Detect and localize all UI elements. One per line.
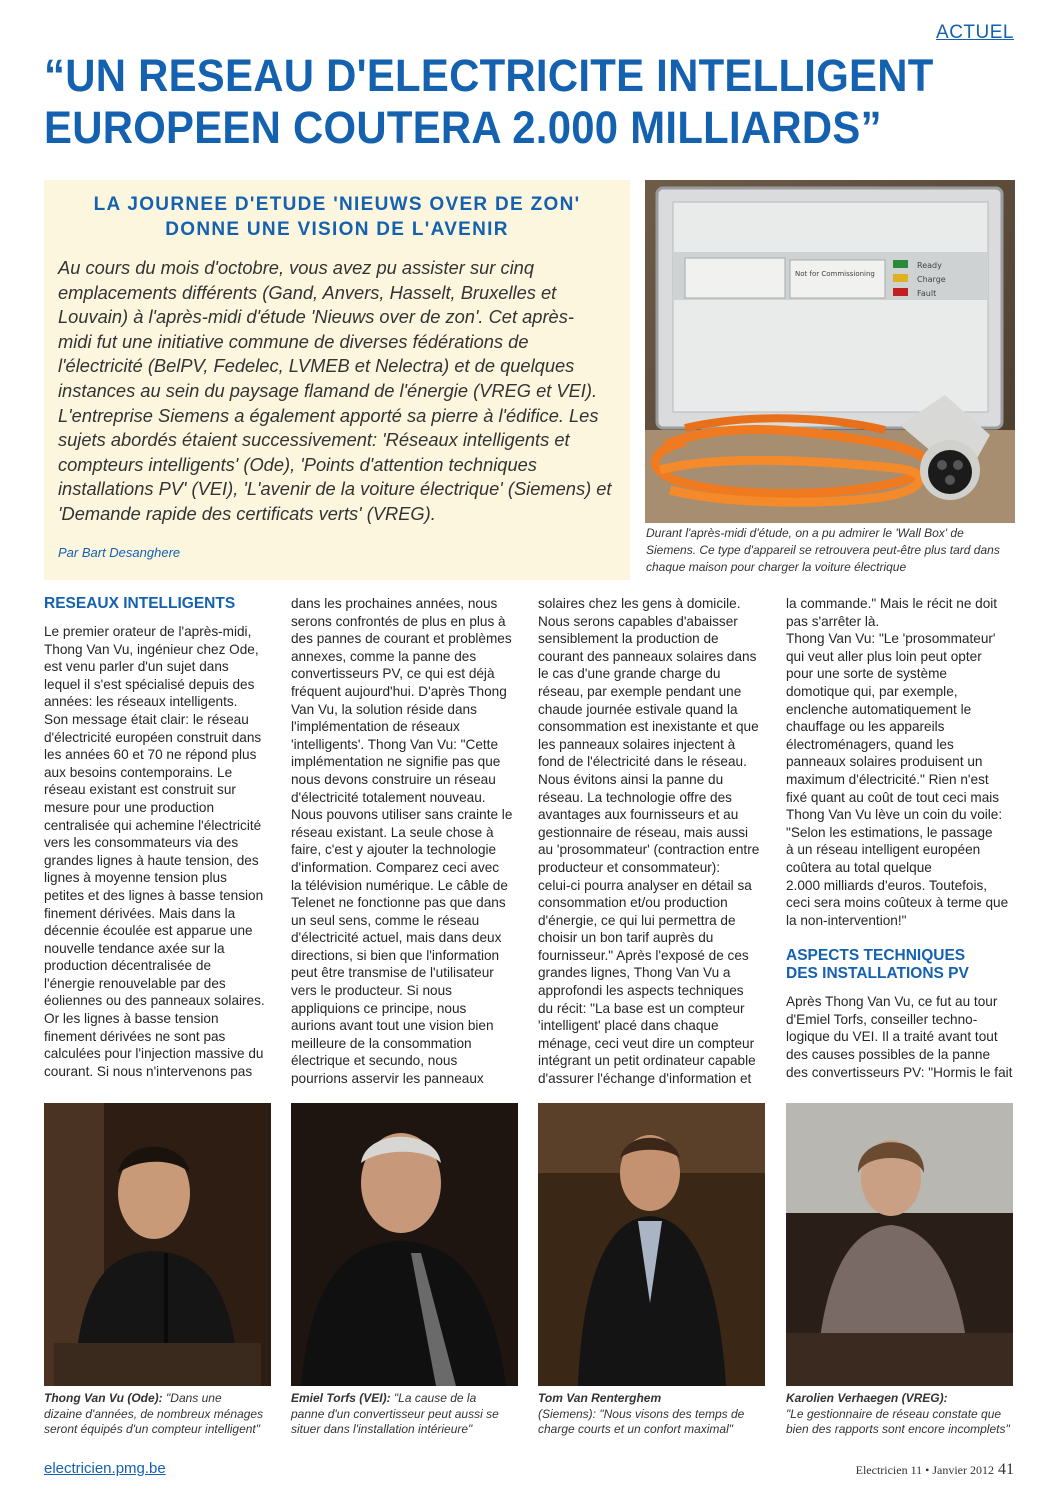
intro-line: installations PV' (VEI), 'L'avenir de la voiture électrique' (Siemens) et	[58, 478, 612, 500]
text-line: mesure pour une production	[44, 799, 215, 815]
speaker-name: Tom Van Renterghem	[538, 1391, 662, 1405]
portrait-caption-1	[44, 1391, 280, 1438]
fault-label: Fault	[917, 289, 937, 298]
subheadline-line: LA JOURNEE D'ETUDE 'NIEUWS OVER DE ZON'	[93, 194, 581, 215]
text-line: approfondi les aspects techniques	[538, 983, 744, 999]
caption-line: chaque maison pour charger la voiture électrique	[646, 560, 907, 574]
photo-caption	[646, 525, 1018, 576]
text-line: ménage, ceci veut dire un compteur	[538, 1035, 755, 1051]
intro-line: L'entreprise Siemens a également apporté sa pierre à l'édifice. Les	[58, 404, 599, 426]
text-line: des pannes de courant et problèmes	[291, 631, 512, 647]
quote-line: bien des rapports sont encore incomplets"	[786, 1422, 1010, 1436]
intro-line: midi fut une initiative commune de diverses fédérations de	[58, 330, 529, 352]
text-line: panneaux solaires produisent un	[786, 754, 983, 770]
text-line: fournisseur." Après l'exposé de ces	[538, 947, 749, 963]
wall-box-illustration	[645, 180, 1015, 523]
text-line: serons confrontés de plus en plus à	[291, 613, 506, 629]
issue-label: Electricien 11 • Janvier 2012	[855, 1463, 994, 1477]
text-line: lignes à moyenne tension plus	[44, 870, 227, 886]
text-line: sensiblement la production de	[538, 631, 719, 647]
text-line: chauffage ou les appareils	[786, 719, 945, 735]
heading-line: RESEAUX INTELLIGENTS	[44, 595, 236, 612]
text-line: d'assurer l'échange d'information et	[538, 1071, 752, 1087]
section-heading-aspects	[786, 947, 1016, 983]
text-line: d'électricité européen construit dans	[44, 729, 262, 745]
text-line: courant des panneaux solaires dans	[538, 648, 757, 664]
text-line: chaude journée estivale quand la	[538, 701, 738, 717]
text-line: Thong Van Vu, ingénieur chez Ode,	[44, 641, 259, 657]
text-line: centralisée qui achemine l'électricité	[44, 817, 262, 833]
column-text	[291, 595, 521, 1088]
intro-paragraph	[58, 256, 624, 527]
text-line: 'intelligent' placé dans chaque	[538, 1018, 719, 1034]
quote-line: panne d'un convertisseur peut aussi se	[291, 1406, 499, 1421]
text-line: intégrant un petit ordinateur capable	[538, 1053, 756, 1069]
text-line: grandes lignes à haute tension, des	[44, 852, 259, 868]
text-line: solaires chez les gens à domicile.	[538, 596, 741, 611]
intro-line: emplacements différents (Gand, Anvers, Hasselt, Bruxelles et	[58, 281, 557, 303]
text-line: convertisseurs PV, ce qui est déjà	[291, 666, 495, 682]
text-line: enclenche automatiquement le	[786, 701, 972, 717]
caption-line: Siemens. Ce type d'appareil se retrouvera peut-être plus tard dans	[646, 543, 1000, 557]
portrait-photo-emiel-torfs	[291, 1103, 518, 1386]
text-line: faire, c'est y ajouter la technologie	[291, 842, 497, 858]
text-line: 'intelligents'. Thong Van Vu: "Cette	[291, 736, 498, 752]
quote-line: "Dans une	[166, 1391, 222, 1405]
quote-line: situer dans l'installation intérieure"	[291, 1422, 473, 1436]
speaker-name: Thong Van Vu (Ode):	[44, 1391, 163, 1405]
text-line: d'électricité totalement nouveau.	[291, 789, 486, 805]
text-line: courant. Si nous n'intervenons pas	[44, 1063, 253, 1079]
text-line: au 'prosommateur' (contraction entre	[538, 842, 760, 858]
text-line: appliquions ce principe, nous	[291, 1000, 467, 1016]
text-line: Or les lignes à basse tension	[44, 1011, 219, 1027]
portrait-caption-2	[291, 1391, 527, 1438]
text-line: fréquent aujourd'hui. D'après Thong	[291, 683, 507, 699]
text-line: avantages aux fournisseurs et au	[538, 807, 739, 823]
text-line: qui veut aller plus loin peut opter	[786, 648, 982, 664]
portrait-photo-karolien-verhaegen	[786, 1103, 1013, 1386]
sticker-label: Not for Commissioning	[795, 270, 875, 278]
speaker-name: Karolien Verhaegen (VREG):	[786, 1391, 948, 1405]
text-line: meilleure de la consommation	[291, 1035, 472, 1051]
text-line: pour une sorte de système	[786, 666, 947, 682]
text-line: éoliennes ou des panneaux solaires.	[44, 993, 265, 1009]
text-line: d'Emiel Torfs, conseiller techno-	[786, 1011, 978, 1027]
intro-line: Au cours du mois d'octobre, vous avez pu assister sur cinq	[58, 257, 534, 278]
text-line: d'information. Comparez ceci avec	[291, 859, 500, 875]
text-line: nouvelle tendance axée sur la	[44, 940, 225, 956]
charge-label: Charge	[917, 275, 946, 284]
text-line: finement dérivées ne sont pas	[44, 1028, 226, 1044]
headline	[44, 50, 965, 154]
text-line: "Selon les estimations, le passage	[786, 824, 993, 840]
text-line: peut être transmise de l'utilisateur	[291, 965, 494, 981]
text-line: lequel il s'est spécialisé depuis des	[44, 676, 255, 692]
text-line: des causes possibles de la panne	[786, 1047, 991, 1063]
text-line: pas s'arrêter là.	[786, 613, 880, 629]
footer-issue	[856, 1461, 1014, 1479]
ready-label: Ready	[917, 261, 942, 270]
text-line: consommation est inexistante et que	[538, 719, 759, 735]
byline: Par Bart Desanghere	[58, 545, 181, 560]
quote-line: seront équipés d'un compteur intelligent"	[44, 1422, 261, 1436]
text-line: la télévision numérique. Le câble de	[291, 877, 508, 893]
wall-box-photo	[645, 180, 1015, 523]
speaker-illustration	[44, 1103, 271, 1386]
text-line: directions, si bien que l'information	[291, 947, 500, 963]
quote-line: dizaine d'années, de nombreux ménages	[44, 1406, 264, 1421]
text-line: d'électricité actuel, mais dans deux	[291, 930, 502, 946]
quote-line: "Le gestionnaire de réseau constate que	[786, 1406, 1002, 1421]
text-line: Son message était clair: le réseau	[44, 711, 249, 727]
text-line: coûtera au total quelque	[786, 859, 932, 875]
article-column-3	[538, 595, 768, 1088]
intro-line: Louvain) à l'après-midi d'étude 'Nieuws over de zon'. Cet après-	[58, 306, 574, 328]
text-line: aux besoins contemporains. Le	[44, 764, 233, 780]
text-line: décennie écoulée est apparue une	[44, 923, 253, 939]
heading-line: DES INSTALLATIONS PV	[786, 965, 969, 983]
portrait-caption-4	[786, 1391, 1022, 1438]
text-line: finement dérivées. Mais dans la	[44, 905, 236, 921]
text-line: grandes lignes, Thong Van Vu a	[538, 965, 731, 981]
text-line: producteur et consommateur):	[538, 859, 721, 875]
text-line: vers le producteur. Si nous	[291, 983, 452, 999]
speaker-illustration	[538, 1103, 765, 1386]
text-line: Thong Van Vu lève un coin du voile:	[786, 807, 1003, 823]
text-line: choisir un bon tarif auprès du	[538, 930, 714, 946]
text-line: Le premier orateur de l'après-midi,	[44, 624, 252, 639]
text-line: l'énergie renouvelable par des	[44, 975, 226, 991]
article-column-2	[291, 595, 521, 1088]
text-line: nous devons construire un réseau	[291, 771, 496, 787]
text-line: calculées pour l'injection massive du	[44, 1046, 264, 1062]
text-line: d'énergie, ce qui lui permettra de	[538, 912, 736, 928]
text-line: années: les réseaux intelligents.	[44, 694, 238, 710]
speaker-name: Emiel Torfs (VEI):	[291, 1391, 391, 1405]
text-line: électrique et secundo, nous	[291, 1053, 458, 1069]
caption-line: Durant l'après-midi d'étude, on a pu admirer le 'Wall Box' de	[646, 526, 964, 540]
intro-line: instances au sein du paysage flamand de l'énergie (VREG et VEI).	[58, 379, 598, 401]
text-line: annexes, comme la panne des	[291, 648, 477, 664]
text-line: fond de l'électricité dans le réseau.	[538, 754, 747, 770]
text-line: petites et des lignes à basse tension	[44, 887, 264, 903]
text-line: production décentralisée de	[44, 958, 212, 974]
text-line: un seul sens, comme le réseau	[291, 912, 480, 928]
heading-line: ASPECTS TECHNIQUES	[786, 947, 966, 965]
text-line: consommation et/ou production	[538, 895, 728, 911]
intro-line: l'électricité (BelPV, Fedelec, LVMEB et Nelectra) et de quelques	[58, 355, 575, 377]
column-text	[786, 993, 1016, 1081]
text-line: ceci sera moins coûteux à terme que	[786, 895, 1009, 911]
text-line: Thong Van Vu: "Le 'prosommateur'	[786, 631, 996, 647]
text-line: 2.000 milliards d'euros. Toutefois,	[786, 877, 988, 893]
subheadline-line: DONNE UNE VISION DE L'AVENIR	[165, 219, 509, 240]
text-line: à un réseau intelligent européen	[786, 842, 981, 858]
text-line: électroménagers, quand les	[786, 736, 954, 752]
text-line: logique du VEI. Il a traité avant tout	[786, 1029, 998, 1045]
quote-line: "La cause de la	[393, 1391, 477, 1405]
text-line: maximum d'électricité." Rien n'est	[786, 771, 989, 787]
text-line: Van Vu, la solution réside dans	[291, 701, 477, 717]
headline-line: “UN RESEAU D'ELECTRICITE INTELLIGENT	[44, 50, 934, 101]
article-column-1	[44, 595, 274, 1080]
text-line: réseau. La technologie offre des	[538, 789, 732, 805]
text-line: l'implémentation de réseaux	[291, 719, 460, 735]
quote-line: (Siemens): "Nous visons des temps de	[538, 1406, 745, 1421]
text-line: domotique qui, par exemple,	[786, 683, 958, 699]
portrait-photo-tom-van-renterghem	[538, 1103, 765, 1386]
portrait-photo-thong-van-vu	[44, 1103, 271, 1386]
column-text	[538, 595, 768, 1088]
page-number: 41	[998, 1461, 1014, 1478]
text-line: le cas d'une grande charge du	[538, 666, 721, 682]
subheadline	[50, 192, 624, 242]
portrait-caption-3	[538, 1391, 774, 1438]
column-text	[44, 623, 274, 1080]
section-tag[interactable]: ACTUEL	[936, 22, 1014, 43]
text-line: réseau existant. La seule chose à	[291, 824, 494, 840]
speaker-illustration	[291, 1103, 518, 1386]
speaker-illustration	[786, 1103, 1013, 1386]
headline-line: EUROPEEN COUTERA 2.000 MILLIARDS”	[44, 102, 882, 153]
intro-line: 'Demande rapide des certificats verts' (VREG).	[58, 502, 436, 524]
text-line: Telenet ne fonctionne pas que dans	[291, 895, 506, 911]
quote-line: charge courts et un confort maximal"	[538, 1422, 734, 1436]
text-line: vers les consommateurs via des	[44, 835, 239, 851]
column-text	[786, 595, 1016, 929]
text-line: est venu parler d'un sujet dans	[44, 659, 229, 675]
section-heading-reseaux	[44, 595, 274, 613]
text-line: gestionnaire de réseau, mais aussi	[538, 824, 749, 840]
text-line: des convertisseurs PV: "Hormis le fait	[786, 1064, 1013, 1080]
text-line: la non-intervention!"	[786, 912, 907, 928]
text-line: les panneaux solaires injectent à	[538, 736, 736, 752]
text-line: la commande." Mais le récit ne doit	[786, 596, 998, 611]
footer-website-link[interactable]: electricien.pmg.be	[44, 1460, 166, 1477]
text-line: Nous pouvons utiliser sans crainte le	[291, 807, 513, 823]
text-line: du récit: "La base est un compteur	[538, 1000, 745, 1016]
text-line: aurions avant tout une vision bien	[291, 1018, 494, 1034]
text-line: pourrions asservir les panneaux	[291, 1071, 484, 1087]
text-line: Nous serons capables d'abaisser	[538, 613, 738, 629]
text-line: Après Thong Van Vu, ce fut au tour	[786, 994, 998, 1010]
text-line: les années 60 et 70 ne répond plus	[44, 747, 257, 763]
text-line: celui-ci pourra analyser en détail sa	[538, 877, 752, 893]
article-column-4	[786, 595, 1016, 1081]
intro-line: compteurs intelligents' (Ode), 'Points d'attention techniques	[58, 453, 537, 475]
intro-line: sujets abordés étaient successivement: 'Réseaux intelligents et	[58, 429, 570, 451]
text-line: implémentation ne signifie pas que	[291, 754, 501, 770]
text-line: fixé quant au coût de tout ceci mais	[786, 789, 1000, 805]
text-line: réseau, par exemple pendant une	[538, 683, 742, 699]
text-line: réseau existant est construit sur	[44, 782, 236, 798]
text-line: dans les prochaines années, nous	[291, 596, 498, 611]
text-line: Nous évitons ainsi la panne du	[538, 771, 724, 787]
